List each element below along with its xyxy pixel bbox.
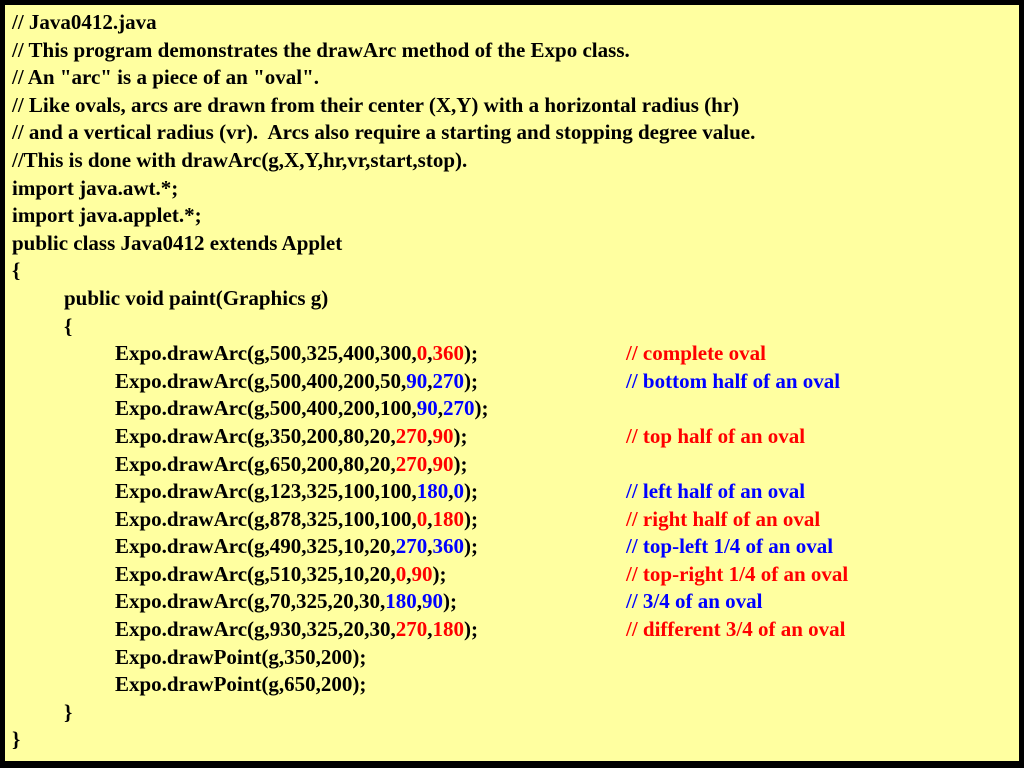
arc-call xyxy=(12,561,849,589)
arc-call-prefix: Expo.drawArc(g,650,200,80,20, xyxy=(115,451,396,476)
arc-call xyxy=(12,533,834,561)
class-close-brace: } xyxy=(12,727,21,752)
arc-comma: , xyxy=(437,396,444,421)
arc-comma: , xyxy=(427,423,433,448)
arc-comma: , xyxy=(406,561,412,586)
arc-start-degree: 0 xyxy=(395,561,407,586)
arc-call-end: ); xyxy=(464,534,479,559)
code-line: public class Java0412 extends Applet xyxy=(12,230,343,255)
arc-call-end: ); xyxy=(464,479,479,504)
arc-call xyxy=(12,616,846,644)
arc-call-end: ); xyxy=(464,341,479,366)
arc-start-degree: 270 xyxy=(395,423,428,448)
code-line: // and a vertical radius (vr). Arcs also require a starting and stopping degree value. xyxy=(12,120,756,145)
arc-start-degree: 90 xyxy=(416,396,438,421)
arc-comma: , xyxy=(427,368,433,393)
arc-start-degree: 270 xyxy=(395,534,428,559)
arc-call xyxy=(12,478,806,506)
arc-stop-degree: 360 xyxy=(432,341,465,366)
arc-comment: // complete oval xyxy=(626,341,766,366)
arc-stop-degree: 180 xyxy=(432,617,465,642)
arc-start-degree: 90 xyxy=(406,368,428,393)
arc-call-prefix: Expo.drawArc(g,930,325,20,30, xyxy=(115,617,396,642)
arc-call-end: ); xyxy=(432,561,447,586)
arc-stop-degree: 0 xyxy=(453,479,465,504)
arc-start-degree: 0 xyxy=(416,506,428,531)
arc-start-degree: 270 xyxy=(395,617,428,642)
code-listing xyxy=(12,9,849,754)
point-call: Expo.drawPoint(g,350,200); xyxy=(115,644,367,669)
arc-call-end: ); xyxy=(474,396,489,421)
arc-comment: // top-left 1/4 of an oval xyxy=(626,534,834,559)
arc-call-prefix: Expo.drawArc(g,500,400,200,100, xyxy=(115,396,417,421)
arc-stop-degree: 90 xyxy=(411,561,433,586)
arc-start-degree: 270 xyxy=(395,451,428,476)
arc-call xyxy=(12,506,821,534)
arc-call xyxy=(12,451,755,479)
arc-start-degree: 180 xyxy=(416,479,449,504)
arc-call-prefix: Expo.drawArc(g,490,325,10,20, xyxy=(115,534,396,559)
arc-call-prefix: Expo.drawArc(g,70,325,20,30, xyxy=(115,589,386,614)
arc-comment: // bottom half of an oval xyxy=(626,368,841,393)
arc-call xyxy=(12,395,755,423)
method-open-brace: { xyxy=(64,313,73,338)
arc-comma: , xyxy=(448,479,454,504)
arc-call-prefix: Expo.drawArc(g,878,325,100,100, xyxy=(115,506,417,531)
point-call: Expo.drawPoint(g,650,200); xyxy=(115,672,367,697)
arc-comma: , xyxy=(427,617,433,642)
arc-start-degree: 180 xyxy=(385,589,417,614)
arc-stop-degree: 90 xyxy=(432,451,454,476)
arc-call-prefix: Expo.drawArc(g,500,325,400,300, xyxy=(115,341,417,366)
arc-comment: // right half of an oval xyxy=(626,506,821,531)
arc-comma: , xyxy=(427,506,433,531)
code-line: //This is done with drawArc(g,X,Y,hr,vr,start,stop). xyxy=(12,147,468,172)
arc-call-prefix: Expo.drawArc(g,500,400,200,50, xyxy=(115,368,407,393)
arc-start-degree: 0 xyxy=(416,341,428,366)
arc-stop-degree: 90 xyxy=(432,423,454,448)
arc-call-prefix: Expo.drawArc(g,123,325,100,100, xyxy=(115,479,417,504)
arc-call xyxy=(12,368,841,396)
code-slide xyxy=(4,4,1020,762)
arc-stop-degree: 270 xyxy=(443,396,475,421)
code-line: import java.applet.*; xyxy=(12,203,202,228)
arc-comment: // 3/4 of an oval xyxy=(626,589,763,614)
arc-call xyxy=(12,588,763,616)
arc-call-prefix: Expo.drawArc(g,510,325,10,20, xyxy=(115,561,396,586)
arc-comma: , xyxy=(427,341,433,366)
arc-comma: , xyxy=(427,451,433,476)
code-line: // An "arc" is a piece of an "oval". xyxy=(12,65,319,90)
arc-call-end: ); xyxy=(464,368,479,393)
arc-call-end: ); xyxy=(464,506,479,531)
arc-stop-degree: 270 xyxy=(432,368,465,393)
method-signature: public void paint(Graphics g) xyxy=(64,285,329,310)
arc-call-prefix: Expo.drawArc(g,350,200,80,20, xyxy=(115,423,396,448)
code-line: // Like ovals, arcs are drawn from their center (X,Y) with a horizontal radius (hr) xyxy=(12,92,740,117)
arc-stop-degree: 360 xyxy=(432,534,465,559)
arc-call xyxy=(12,423,806,451)
arc-call xyxy=(12,340,766,368)
code-line: // This program demonstrates the drawArc method of the Expo class. xyxy=(12,37,630,62)
code-line: // Java0412.java xyxy=(12,10,157,34)
arc-stop-degree: 90 xyxy=(422,589,444,614)
arc-comment: // top-right 1/4 of an oval xyxy=(626,561,849,586)
method-close-brace: } xyxy=(64,699,73,724)
arc-call-end: ); xyxy=(453,423,468,448)
arc-call-list xyxy=(12,340,849,644)
arc-comment: // different 3/4 of an oval xyxy=(626,617,846,642)
arc-call-end: ); xyxy=(453,451,468,476)
arc-comma: , xyxy=(427,534,433,559)
arc-stop-degree: 180 xyxy=(432,506,465,531)
arc-comment: // top half of an oval xyxy=(626,423,806,448)
code-line: { xyxy=(12,258,21,283)
code-line: import java.awt.*; xyxy=(12,175,179,200)
arc-call-end: ); xyxy=(464,617,479,642)
arc-call-end: ); xyxy=(443,589,458,614)
arc-comma: , xyxy=(416,589,423,614)
arc-comment: // left half of an oval xyxy=(626,479,806,504)
